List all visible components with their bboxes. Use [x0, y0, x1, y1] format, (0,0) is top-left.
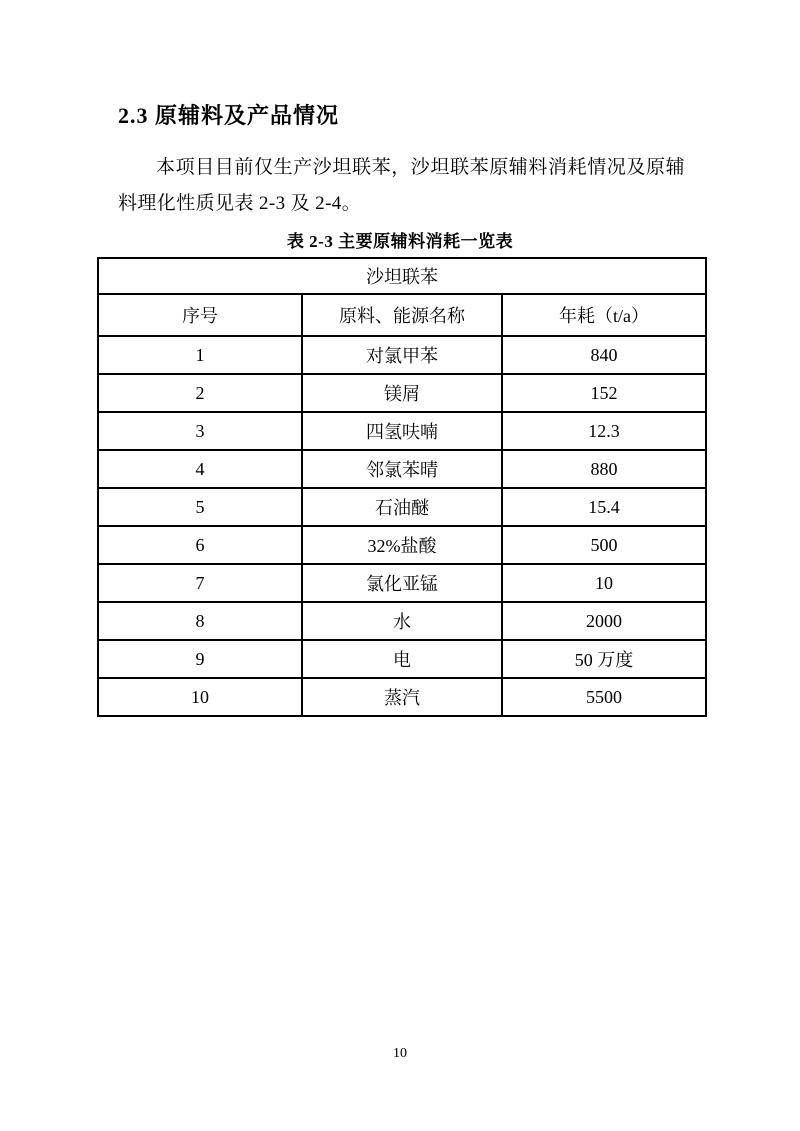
cell-qty: 15.4 [502, 488, 706, 526]
header-cell-no: 序号 [98, 294, 302, 336]
cell-name: 对氯甲苯 [302, 336, 502, 374]
header-cell-name: 原料、能源名称 [302, 294, 502, 336]
table-row [98, 678, 706, 716]
section-heading: 2.3 原辅料及产品情况 [118, 103, 340, 128]
cell-name: 邻氯苯晴 [302, 450, 502, 488]
cell-no: 2 [98, 374, 302, 412]
page-number: 10 [393, 1046, 407, 1061]
cell-name: 电 [302, 640, 502, 678]
cell-qty: 840 [502, 336, 706, 374]
cell-qty: 880 [502, 450, 706, 488]
table-row [98, 374, 706, 412]
cell-qty: 2000 [502, 602, 706, 640]
cell-no: 10 [98, 678, 302, 716]
table-row [98, 640, 706, 678]
table-caption: 表 2-3 主要原辅料消耗一览表 [286, 232, 514, 251]
intro-line-1: 本项目目前仅生产沙坦联苯，沙坦联苯原辅料消耗情况及原辅 [156, 157, 686, 178]
cell-qty: 50 万度 [502, 640, 706, 678]
cell-name: 蒸汽 [302, 678, 502, 716]
table-row [98, 450, 706, 488]
table-row [98, 526, 706, 564]
cell-no: 3 [98, 412, 302, 450]
table-row [98, 488, 706, 526]
cell-no: 4 [98, 450, 302, 488]
product-name-cell: 沙坦联苯 [98, 258, 706, 294]
table-header-row [98, 294, 706, 336]
intro-line-2: 料理化性质见表 2-3 及 2-4。 [118, 193, 362, 214]
product-row [98, 258, 706, 294]
cell-no: 1 [98, 336, 302, 374]
cell-name: 32%盐酸 [302, 526, 502, 564]
cell-name: 石油醚 [302, 488, 502, 526]
cell-name: 水 [302, 602, 502, 640]
table-row [98, 564, 706, 602]
cell-qty: 500 [502, 526, 706, 564]
cell-qty: 10 [502, 564, 706, 602]
cell-name: 氯化亚锰 [302, 564, 502, 602]
header-cell-qty: 年耗（t/a） [502, 294, 706, 336]
materials-consumption-table [97, 257, 707, 717]
intro-paragraph [118, 150, 690, 222]
cell-no: 6 [98, 526, 302, 564]
cell-name: 镁屑 [302, 374, 502, 412]
table-row [98, 336, 706, 374]
cell-name: 四氢呋喃 [302, 412, 502, 450]
cell-no: 9 [98, 640, 302, 678]
table-row [98, 602, 706, 640]
table-row [98, 412, 706, 450]
cell-qty: 12.3 [502, 412, 706, 450]
cell-no: 5 [98, 488, 302, 526]
cell-no: 7 [98, 564, 302, 602]
cell-no: 8 [98, 602, 302, 640]
cell-qty: 152 [502, 374, 706, 412]
cell-qty: 5500 [502, 678, 706, 716]
